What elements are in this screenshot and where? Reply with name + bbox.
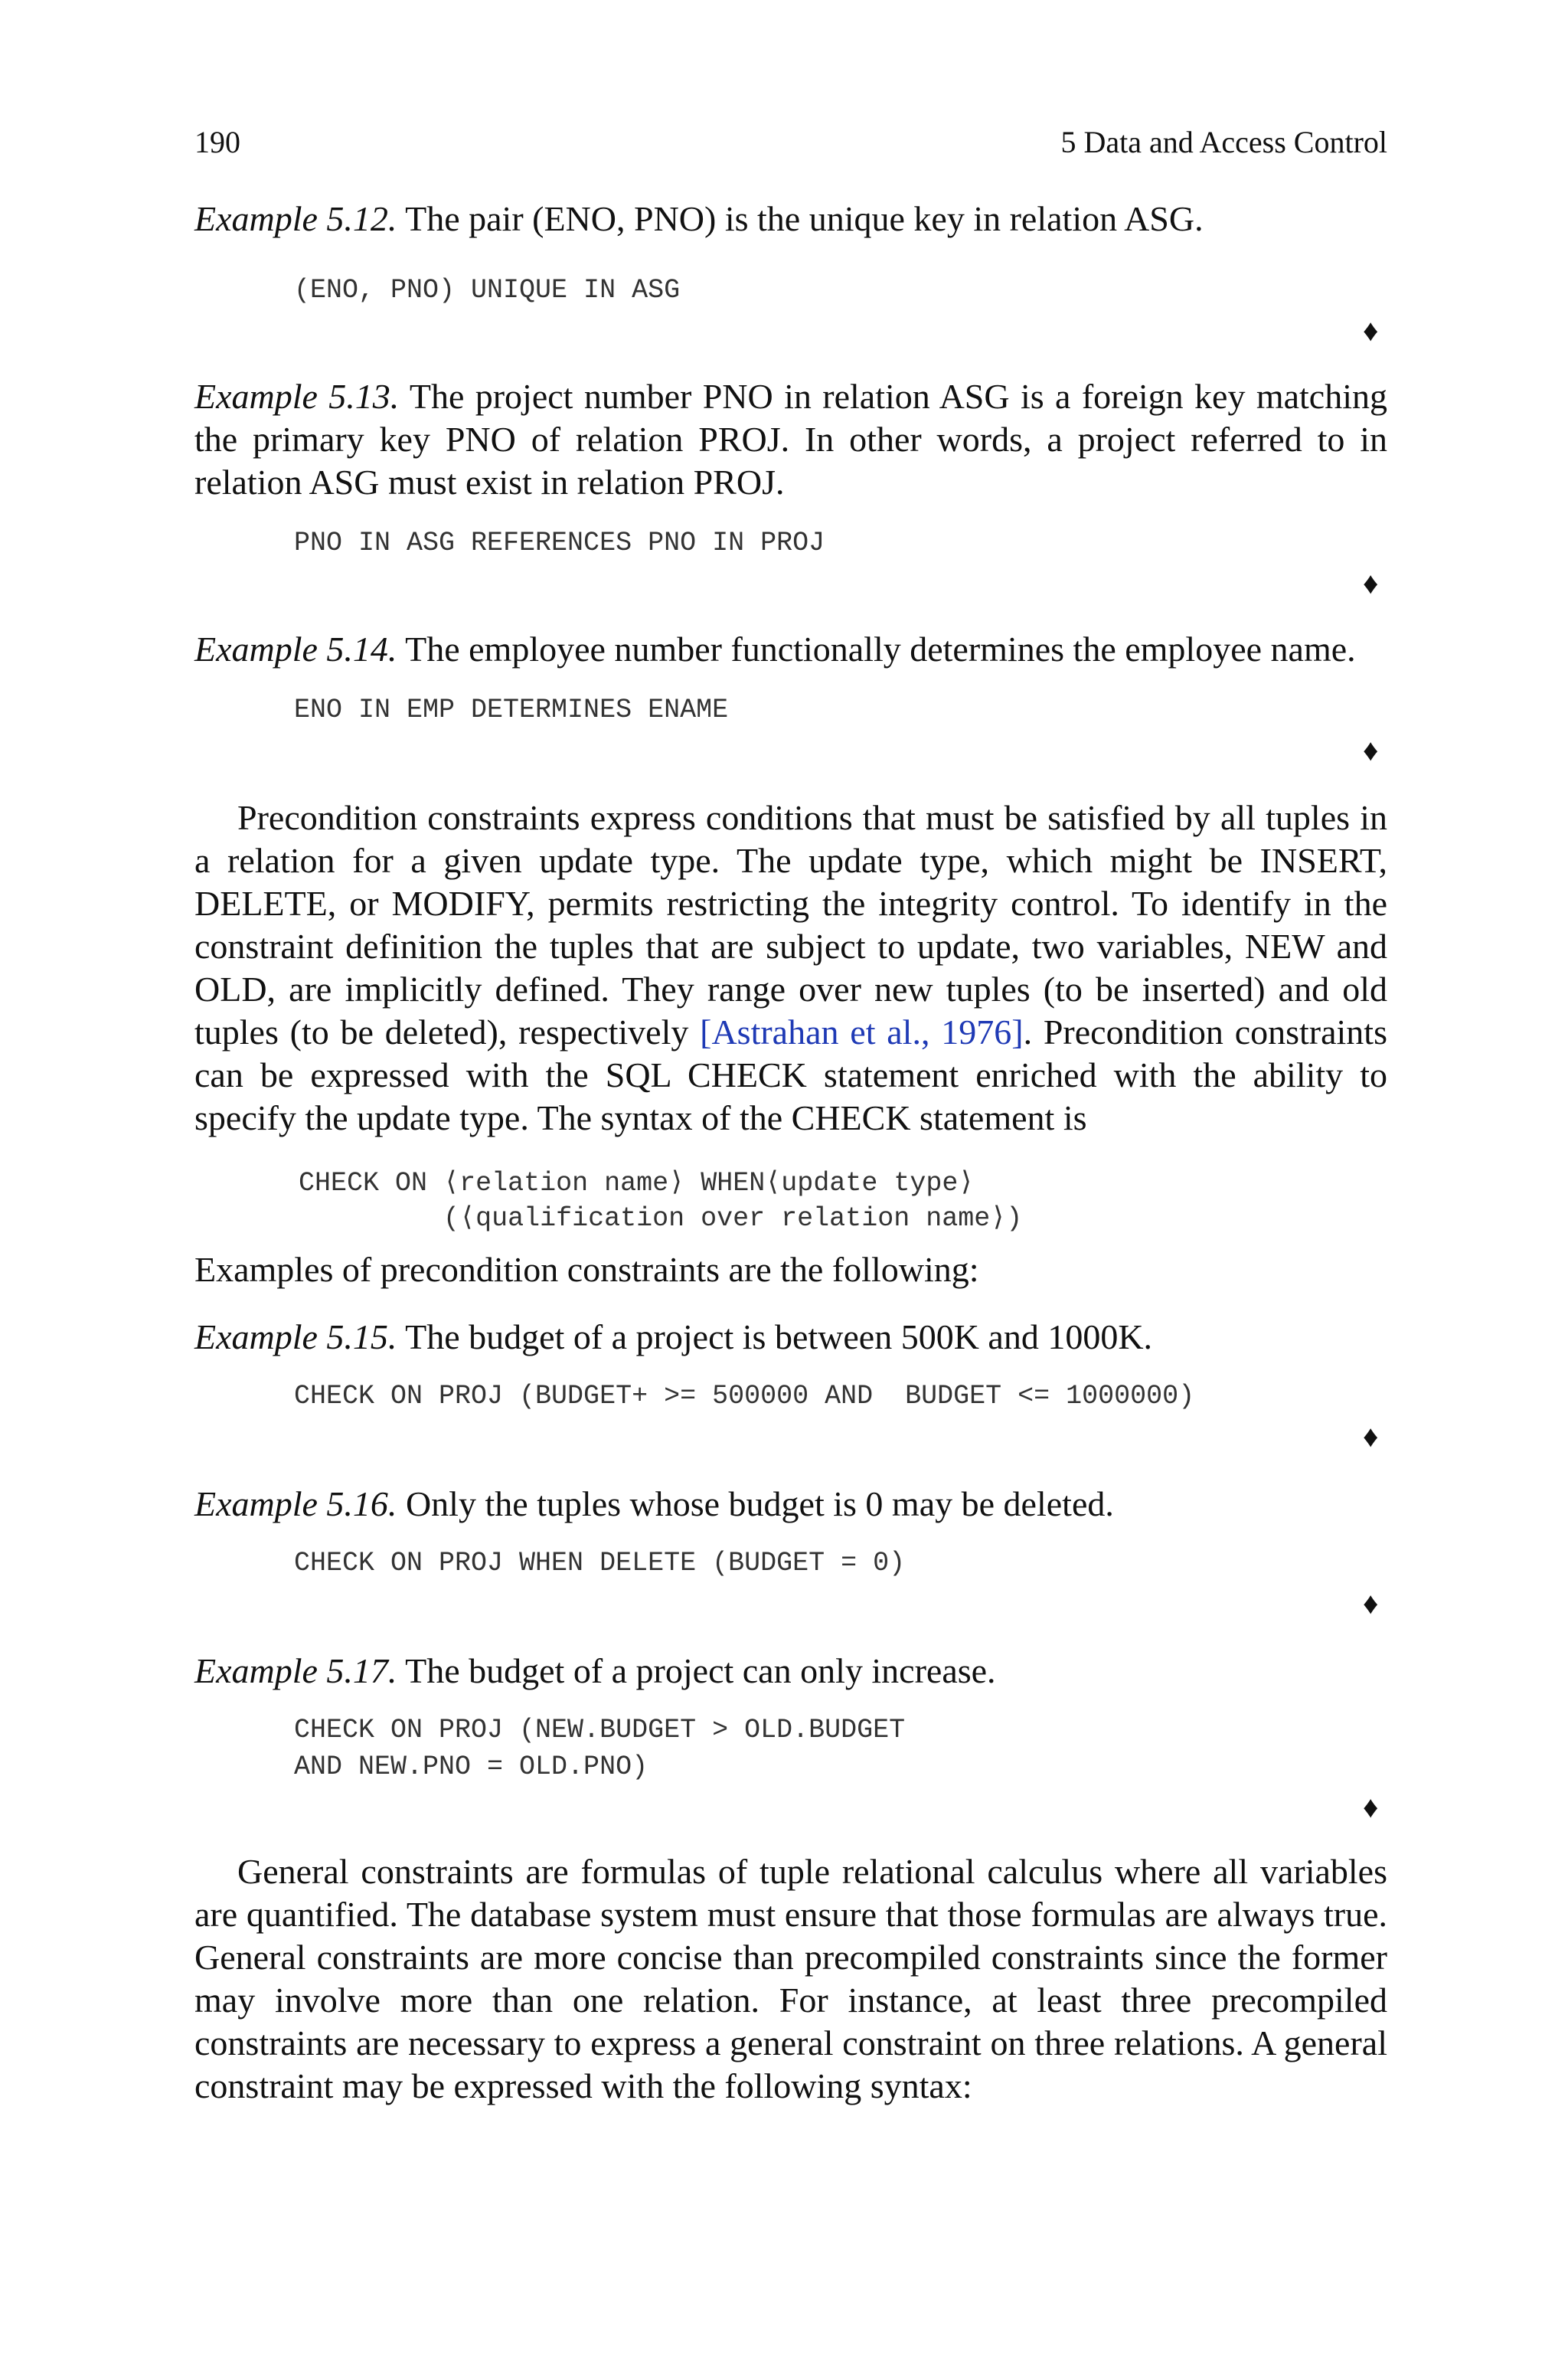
code-example-5-15: CHECK ON PROJ (BUDGET+ >= 500000 AND BUDGET <= 1000000) — [294, 1381, 1195, 1411]
end-of-example-icon: ♦ — [1363, 1586, 1379, 1621]
page-header — [194, 124, 1387, 164]
check-syntax-line-1: CHECK ON ⟨relation name⟩ WHEN⟨update type⟩ — [299, 1168, 975, 1199]
example-label: Example 5.12. — [194, 199, 397, 238]
example-5-17 — [194, 1650, 1387, 1693]
example-text: The budget of a project can only increase. — [397, 1651, 996, 1690]
example-text: The pair (ENO, PNO) is the unique key in relation ASG. — [397, 199, 1204, 238]
end-of-example-icon: ♦ — [1363, 733, 1379, 767]
example-text: The employee number functionally determines the employee name. — [397, 630, 1356, 669]
example-text: The budget of a project is between 500K and 1000K. — [397, 1317, 1153, 1356]
example-label: Example 5.14. — [194, 630, 397, 669]
code-example-5-12: (ENO, PNO) UNIQUE IN ASG — [294, 275, 681, 306]
code-example-5-14: ENO IN EMP DETERMINES ENAME — [294, 695, 729, 725]
example-label: Example 5.16. — [194, 1484, 397, 1523]
code-example-5-17-line-2: AND NEW.PNO = OLD.PNO) — [294, 1752, 648, 1782]
example-label: Example 5.17. — [194, 1651, 397, 1690]
examples-intro: Examples of precondition constraints are the following: — [194, 1250, 979, 1289]
example-5-13 — [194, 375, 1387, 504]
check-syntax-line-2: (⟨qualification over relation name⟩) — [299, 1203, 1023, 1234]
code-example-5-16: CHECK ON PROJ WHEN DELETE (BUDGET = 0) — [294, 1548, 906, 1578]
end-of-example-icon: ♦ — [1363, 1790, 1379, 1824]
end-of-example-icon: ♦ — [1363, 1419, 1379, 1454]
paragraph-precondition-constraints — [194, 796, 1387, 1140]
code-example-5-17-line-1: CHECK ON PROJ (NEW.BUDGET > OLD.BUDGET — [294, 1715, 906, 1745]
page-number: 190 — [194, 125, 240, 159]
end-of-example-icon: ♦ — [1363, 313, 1379, 348]
citation-link[interactable]: [Astrahan et al., 1976] — [700, 1012, 1024, 1052]
code-example-5-13: PNO IN ASG REFERENCES PNO IN PROJ — [294, 528, 825, 558]
running-head: 5 Data and Access Control — [1060, 125, 1387, 159]
example-text: The project number PNO in relation ASG is a foreign key matching the primary key PNO of relation PROJ. In other words, a project referred to in relation ASG must exist in relation PROJ. — [194, 377, 1388, 502]
example-5-12 — [194, 198, 1387, 240]
paragraph-general-constraints: General constraints are formulas of tuple relational calculus where all variables are quantified. The database system must ensure that those formulas are always true. General constraints are more concise than precompiled constraints since the former may involve more than one relation. For instance, at least three precompiled constraints are necessary to express a general constraint on three relations. A general constraint may be expressed with the following syntax: — [194, 1852, 1387, 2105]
example-5-15 — [194, 1316, 1387, 1359]
example-text: Only the tuples whose budget is 0 may be deleted. — [397, 1484, 1114, 1523]
example-5-16 — [194, 1483, 1387, 1526]
example-label: Example 5.13. — [194, 377, 400, 416]
example-5-14 — [194, 628, 1387, 671]
end-of-example-icon: ♦ — [1363, 566, 1379, 600]
example-label: Example 5.15. — [194, 1317, 397, 1356]
paragraph-text: Precondition constraints express conditions that must be satisfied by all tuples in a relation for a given update type. The update type, which might be INSERT, DELETE, or MODIFY, permits restricting the integrity control. To identify in the constraint definition the tuples that are subject to update, two variables, NEW and OLD, are implicitly defined. They range over new tuples (to be inserted) and old tuples (to be deleted), respectively — [194, 798, 1387, 1052]
paragraph-text: . Precondition constraints can be expressed with the SQL CHECK statement enriched with the ability to specify the update type. The syntax of the CHECK statement is — [194, 1012, 1387, 1137]
